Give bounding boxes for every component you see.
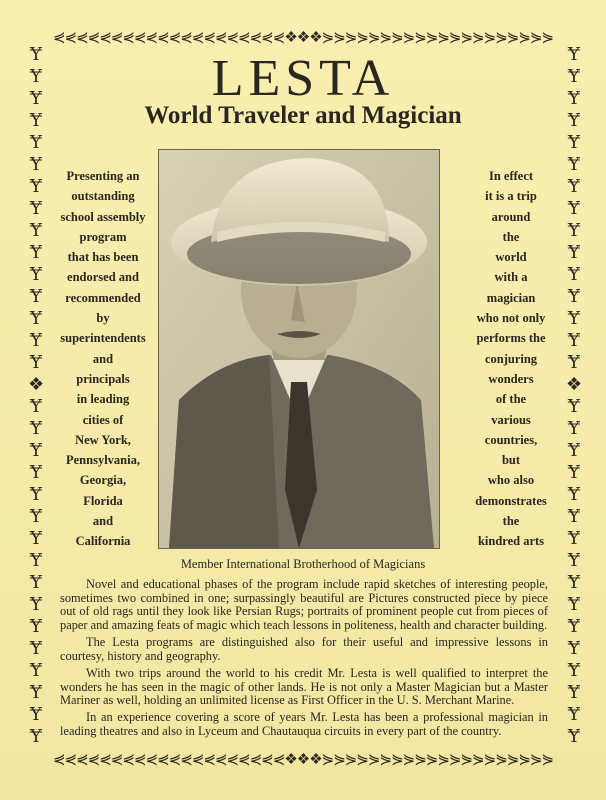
right-line: who also bbox=[487, 473, 535, 488]
right-line: it is a trip bbox=[485, 189, 537, 204]
left-line: Florida bbox=[83, 493, 123, 508]
left-line: superintendents bbox=[60, 331, 146, 346]
right-line: who not only bbox=[476, 311, 546, 326]
left-line: Pennsylvania, bbox=[66, 453, 140, 468]
right-line: various bbox=[491, 412, 531, 427]
left-line: endorsed and bbox=[67, 270, 139, 285]
left-line: and bbox=[92, 351, 114, 366]
left-line: recommended bbox=[65, 290, 141, 305]
right-line: demonstrates bbox=[475, 493, 547, 508]
left-line: California bbox=[75, 534, 131, 549]
photo-caption: Member International Brotherhood of Magicians bbox=[180, 557, 426, 571]
left-line: by bbox=[96, 311, 110, 326]
ornamental-border-right: Ɏ Ɏ Ɏ Ɏ Ɏ Ɏ Ɏ Ɏ Ɏ Ɏ Ɏ Ɏ Ɏ Ɏ Ɏ ❖ Ɏ Ɏ Ɏ Ɏ Ɏ Ɏ Ɏ Ɏ Ɏ Ɏ Ɏ Ɏ Ɏ Ɏ Ɏ Ɏ bbox=[566, 44, 582, 747]
right-line: conjuring bbox=[484, 351, 538, 366]
body-paragraph: With two trips around the world to his credit Mr. Lesta is well qualified to interpret the wonders he has seen in the magic of other lands. He is not only a Master Magician but a Master Mariner as well, holding an unlimited license as First Officer in the U. S. Merchant Marine. bbox=[60, 666, 548, 708]
left-line: Georgia, bbox=[79, 473, 127, 488]
left-line: program bbox=[79, 229, 127, 244]
left-line: principals bbox=[76, 371, 130, 386]
right-line: but bbox=[501, 453, 521, 468]
right-line: magician bbox=[486, 290, 536, 305]
right-line: of the bbox=[495, 392, 527, 407]
left-line: New York, bbox=[75, 432, 131, 447]
right-line: wonders bbox=[488, 371, 534, 386]
left-line: school assembly bbox=[60, 209, 146, 224]
page-subtitle: World Traveler and Magician bbox=[144, 102, 462, 129]
left-line: in leading bbox=[76, 392, 130, 407]
right-line: around bbox=[491, 209, 531, 224]
right-line: world bbox=[495, 250, 527, 265]
left-line: that has been bbox=[67, 250, 139, 265]
body-paragraph: The Lesta programs are distinguished also for their useful and impressive lessons in courtesy, history and geography. bbox=[60, 635, 548, 663]
right-line: In effect bbox=[488, 169, 534, 183]
right-line: countries, bbox=[484, 432, 538, 447]
ornamental-border-left: Ɏ Ɏ Ɏ Ɏ Ɏ Ɏ Ɏ Ɏ Ɏ Ɏ Ɏ Ɏ Ɏ Ɏ Ɏ ❖ Ɏ Ɏ Ɏ Ɏ Ɏ Ɏ Ɏ Ɏ Ɏ Ɏ Ɏ Ɏ Ɏ Ɏ Ɏ Ɏ bbox=[28, 44, 44, 747]
page-title: LESTA bbox=[211, 50, 395, 107]
ornamental-border-bottom: ⋞⋞⋞⋞⋞⋞⋞⋞⋞⋞⋞⋞⋞⋞⋞⋞⋞⋞⋞⋞❖❖❖⋟⋟⋟⋟⋟⋟⋟⋟⋟⋟⋟⋟⋟⋟⋟⋟⋟⋟⋟⋟ bbox=[52, 752, 554, 766]
left-line: outstanding bbox=[71, 189, 135, 204]
right-line: the bbox=[502, 229, 520, 244]
left-line: and bbox=[92, 514, 114, 529]
portrait-illustration bbox=[159, 150, 439, 548]
portrait-photo bbox=[158, 149, 440, 549]
right-line: the bbox=[502, 514, 520, 529]
ornamental-border-top: ⋞⋞⋞⋞⋞⋞⋞⋞⋞⋞⋞⋞⋞⋞⋞⋞⋞⋞⋞⋞❖❖❖⋟⋟⋟⋟⋟⋟⋟⋟⋟⋟⋟⋟⋟⋟⋟⋟⋟⋟⋟⋟ bbox=[52, 30, 554, 44]
left-column-text bbox=[38, 166, 168, 552]
right-column-text bbox=[446, 166, 576, 552]
right-line: performs the bbox=[476, 331, 546, 346]
left-line: Presenting an bbox=[66, 169, 140, 183]
body-paragraph: In an experience covering a score of years Mr. Lesta has been a professional magician in leading theatres and also in Lyceum and Chautauqua circuits in every part of the country. bbox=[60, 710, 548, 738]
body-paragraph: Novel and educational phases of the program include rapid sketches of interesting people, sometimes two combined in one; surpassingly beautiful are Pictures constructed piece by piece out of old rags until they look like Persian Rugs; portraits of prominent people cut from pieces of paper and amazing feats of magic which teach lessons in politeness, health and character building. bbox=[60, 577, 548, 632]
left-line: cities of bbox=[82, 412, 124, 427]
right-line: with a bbox=[494, 270, 528, 285]
right-line: kindred arts bbox=[477, 534, 545, 549]
